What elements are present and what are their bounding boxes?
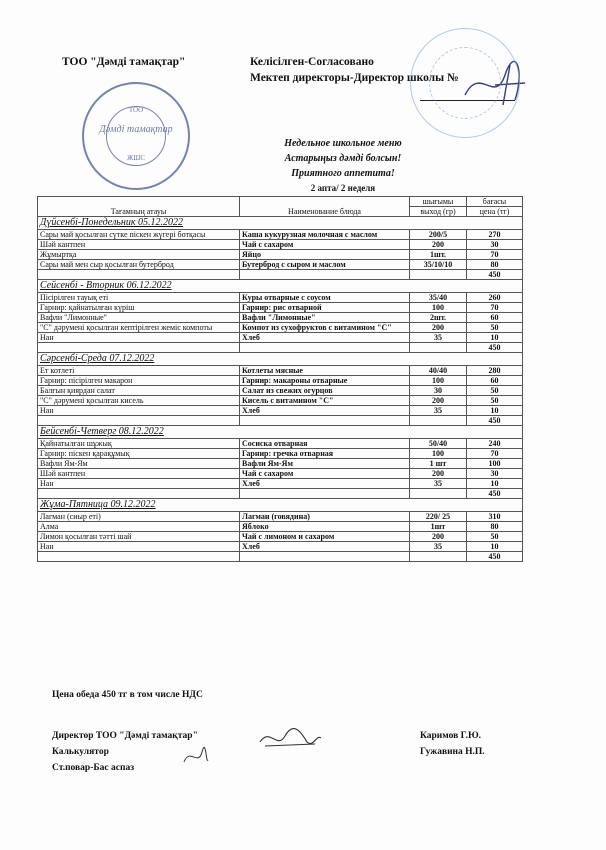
table-row <box>38 406 523 416</box>
empty-cell <box>38 416 240 426</box>
dish-price: 30 <box>467 469 523 479</box>
dish-price: 240 <box>467 439 523 449</box>
dish-yield: 40/40 <box>410 366 467 376</box>
dish-price: 30 <box>467 240 523 250</box>
menu-subtitle-ru: Приятного аппетита! <box>291 168 395 179</box>
day-total: 450 <box>467 489 523 499</box>
dish-name-ru: Хлеб <box>240 406 410 416</box>
menu-table <box>37 196 523 562</box>
day-total-row <box>38 489 523 499</box>
dish-name-ru: Яблоко <box>240 522 410 532</box>
dish-yield: 200 <box>410 240 467 250</box>
dish-price: 60 <box>467 313 523 323</box>
table-row <box>38 250 523 260</box>
dish-yield: 35/40 <box>410 293 467 303</box>
dish-name-kz: Сары май қосылған сүтке піскен жүгері ботқасы <box>38 230 240 240</box>
dish-yield: 100 <box>410 449 467 459</box>
day-header-row <box>38 499 523 512</box>
dish-name-kz: Сары май мен сыр қосылған бутерброд <box>38 260 240 270</box>
dish-yield: 35 <box>410 542 467 552</box>
dish-yield: 220/ 25 <box>410 512 467 522</box>
dish-price: 260 <box>467 293 523 303</box>
dish-name-kz: Алма <box>38 522 240 532</box>
school-stamp <box>410 28 520 138</box>
table-row <box>38 469 523 479</box>
empty-cell <box>240 552 410 562</box>
dish-name-ru: Хлеб <box>240 542 410 552</box>
lunch-price-note: Цена обеда 450 тг в том числе НДС <box>52 690 203 700</box>
dish-yield: 200 <box>410 532 467 542</box>
dish-name-ru: Каша кукурузная молочная с маслом <box>240 230 410 240</box>
day-header-row <box>38 217 523 230</box>
table-row <box>38 366 523 376</box>
dish-name-ru: Сосиска отварная <box>240 439 410 449</box>
dish-yield: 1шт <box>410 522 467 532</box>
dish-price: 80 <box>467 522 523 532</box>
table-row <box>38 386 523 396</box>
dish-name-kz: Шәй кантпен <box>38 240 240 250</box>
cook-label: Ст.повар-Бас аспаз <box>52 763 135 773</box>
dish-yield: 1шт. <box>410 250 467 260</box>
dish-name-kz: Вафли Ям-Ям <box>38 459 240 469</box>
table-row <box>38 303 523 313</box>
empty-cell <box>38 489 240 499</box>
dish-name-ru: Котлеты мясные <box>240 366 410 376</box>
organization-name: ТОО "Дəмді тамақтар" <box>62 56 186 68</box>
empty-cell <box>410 270 467 280</box>
table-row <box>38 323 523 333</box>
table-row <box>38 260 523 270</box>
table-row <box>38 439 523 449</box>
day-title: Дүйсенбі-Понедельник 05.12.2022 <box>38 217 523 230</box>
dish-name-kz: Гарнир: қайнатылған күріш <box>38 303 240 313</box>
dish-price: 50 <box>467 396 523 406</box>
calculator-label: Калькулятор <box>52 747 109 757</box>
table-row <box>38 542 523 552</box>
dish-yield: 35 <box>410 406 467 416</box>
dish-name-kz: Нан <box>38 479 240 489</box>
dish-price: 80 <box>467 260 523 270</box>
empty-cell <box>240 489 410 499</box>
header-price-ru: цена (тг) <box>467 207 523 217</box>
dish-price: 10 <box>467 333 523 343</box>
dish-name-ru: Вафли "Лимонные" <box>240 313 410 323</box>
director-name: Каримов Г.Ю. <box>420 731 482 741</box>
dish-price: 10 <box>467 479 523 489</box>
dish-yield: 35 <box>410 479 467 489</box>
dish-name-kz: Нан <box>38 406 240 416</box>
dish-price: 270 <box>467 230 523 240</box>
dish-name-ru: Компот из сухофруктов с витамином "С" <box>240 323 410 333</box>
dish-name-ru: Куры отварные с соусом <box>240 293 410 303</box>
day-total: 450 <box>467 416 523 426</box>
week-label: 2 апта/ 2 неделя <box>310 183 376 193</box>
calculator-signature <box>180 742 210 772</box>
dish-price: 280 <box>467 366 523 376</box>
table-row <box>38 333 523 343</box>
day-header-row <box>38 353 523 366</box>
empty-cell <box>38 552 240 562</box>
table-row <box>38 293 523 303</box>
dish-yield: 200 <box>410 323 467 333</box>
menu-title: Недельное школьное меню <box>284 138 402 149</box>
dish-price: 10 <box>467 542 523 552</box>
menu-subtitle-kz: Астарыңыз дəмді болсын! <box>284 153 402 164</box>
table-header-row <box>38 197 523 207</box>
table-row <box>38 479 523 489</box>
header-yield-ru: выход (гр) <box>410 207 467 217</box>
dish-name-ru: Гарнир: гречка отварная <box>240 449 410 459</box>
day-total-row <box>38 270 523 280</box>
dish-name-kz: Нан <box>38 542 240 552</box>
dish-name-ru: Гарнир: рис отварной <box>240 303 410 313</box>
dish-name-ru: Хлеб <box>240 479 410 489</box>
agreed-label: Келісілген-Согласовано <box>250 56 374 68</box>
table-row <box>38 459 523 469</box>
dish-name-ru: Чай с сахаром <box>240 240 410 250</box>
empty-cell <box>38 270 240 280</box>
dish-name-kz: Пісірілген тауық еті <box>38 293 240 303</box>
dish-name-kz: Лагман (сиыр еті) <box>38 512 240 522</box>
day-total-row <box>38 552 523 562</box>
empty-cell <box>410 343 467 353</box>
empty-cell <box>410 416 467 426</box>
table-row <box>38 230 523 240</box>
dish-name-kz: "С" дәрумені қосылған кептірілген жеміс компоты <box>38 323 240 333</box>
day-header-row <box>38 280 523 293</box>
table-row <box>38 512 523 522</box>
dish-yield: 100 <box>410 303 467 313</box>
dish-yield: 100 <box>410 376 467 386</box>
dish-name-kz: Жұмыртқа <box>38 250 240 260</box>
empty-cell <box>410 489 467 499</box>
director-signature <box>255 722 325 754</box>
dish-name-kz: Лимон қосылған тәтті шай <box>38 532 240 542</box>
dish-price: 310 <box>467 512 523 522</box>
dish-yield: 50/40 <box>410 439 467 449</box>
day-total-row <box>38 416 523 426</box>
dish-yield: 200 <box>410 396 467 406</box>
dish-name-ru: Салат из свежих огурцов <box>240 386 410 396</box>
calculator-name: Гужавина Н.П. <box>420 747 485 757</box>
table-row <box>38 449 523 459</box>
dish-name-kz: Ет котлеті <box>38 366 240 376</box>
empty-cell <box>240 416 410 426</box>
table-row <box>38 396 523 406</box>
table-row <box>38 313 523 323</box>
dish-price: 50 <box>467 386 523 396</box>
dish-name-kz: "С" дәрумені қосылған кисель <box>38 396 240 406</box>
dish-name-ru: Кисель с витамином "С" <box>240 396 410 406</box>
header-ru: Наименование блюда <box>240 197 410 217</box>
empty-cell <box>240 270 410 280</box>
dish-name-ru: Вафли Ям-Ям <box>240 459 410 469</box>
dish-price: 70 <box>467 449 523 459</box>
day-title: Бейсенбі-Четверг 08.12.2022 <box>38 426 523 439</box>
table-row <box>38 240 523 250</box>
dish-name-kz: Гарнир: піскен қарақұмық <box>38 449 240 459</box>
day-title: Жұма-Пятница 09.12.2022 <box>38 499 523 512</box>
dish-yield: 200 <box>410 469 467 479</box>
dish-name-kz: Вафли "Лимонные" <box>38 313 240 323</box>
day-total: 450 <box>467 552 523 562</box>
empty-cell <box>38 343 240 353</box>
day-total: 450 <box>467 343 523 353</box>
dish-price: 50 <box>467 323 523 333</box>
day-total-row <box>38 343 523 353</box>
dish-name-ru: Хлеб <box>240 333 410 343</box>
dish-yield: 1 шт <box>410 459 467 469</box>
dish-name-kz: Қайнатылған шұжық <box>38 439 240 449</box>
empty-cell <box>240 343 410 353</box>
dish-yield: 2шт. <box>410 313 467 323</box>
dish-name-ru: Яйцо <box>240 250 410 260</box>
dish-price: 50 <box>467 532 523 542</box>
director-label: Директор ТОО "Дəмді тамақтар" <box>52 731 198 741</box>
dish-price: 70 <box>467 303 523 313</box>
table-row <box>38 376 523 386</box>
header-price-kz: бағасы <box>467 197 523 207</box>
header-yield-kz: шығымы <box>410 197 467 207</box>
school-director-line: Мектеп директоры-Директор школы № <box>250 72 459 84</box>
empty-cell <box>410 552 467 562</box>
dish-price: 60 <box>467 376 523 386</box>
dish-price: 70 <box>467 250 523 260</box>
dish-name-ru: Гарнир: макароны отварные <box>240 376 410 386</box>
day-header-row <box>38 426 523 439</box>
dish-name-kz: Балғын қиярдан салат <box>38 386 240 396</box>
day-total: 450 <box>467 270 523 280</box>
dish-name-ru: Лагман (говядина) <box>240 512 410 522</box>
dish-name-ru: Чай с сахаром <box>240 469 410 479</box>
table-row <box>38 532 523 542</box>
dish-price: 10 <box>467 406 523 416</box>
table-row <box>38 522 523 532</box>
header-kz: Тағамның атауы <box>38 197 240 217</box>
dish-name-kz: Нан <box>38 333 240 343</box>
dish-yield: 35/10/10 <box>410 260 467 270</box>
dish-name-ru: Бутерброд с сыром и маслом <box>240 260 410 270</box>
dish-name-kz: Гарнир: пісірілген макарон <box>38 376 240 386</box>
dish-name-ru: Чай с лимоном и сахаром <box>240 532 410 542</box>
dish-price: 100 <box>467 459 523 469</box>
day-title: Сәрсенбі-Среда 07.12.2022 <box>38 353 523 366</box>
dish-yield: 30 <box>410 386 467 396</box>
dish-yield: 200/5 <box>410 230 467 240</box>
day-title: Сейсенбі - Вторник 06.12.2022 <box>38 280 523 293</box>
company-stamp: ТОО Дəмді тамақтар ЖШС <box>82 82 190 190</box>
dish-name-kz: Шәй кантпен <box>38 469 240 479</box>
dish-yield: 35 <box>410 333 467 343</box>
